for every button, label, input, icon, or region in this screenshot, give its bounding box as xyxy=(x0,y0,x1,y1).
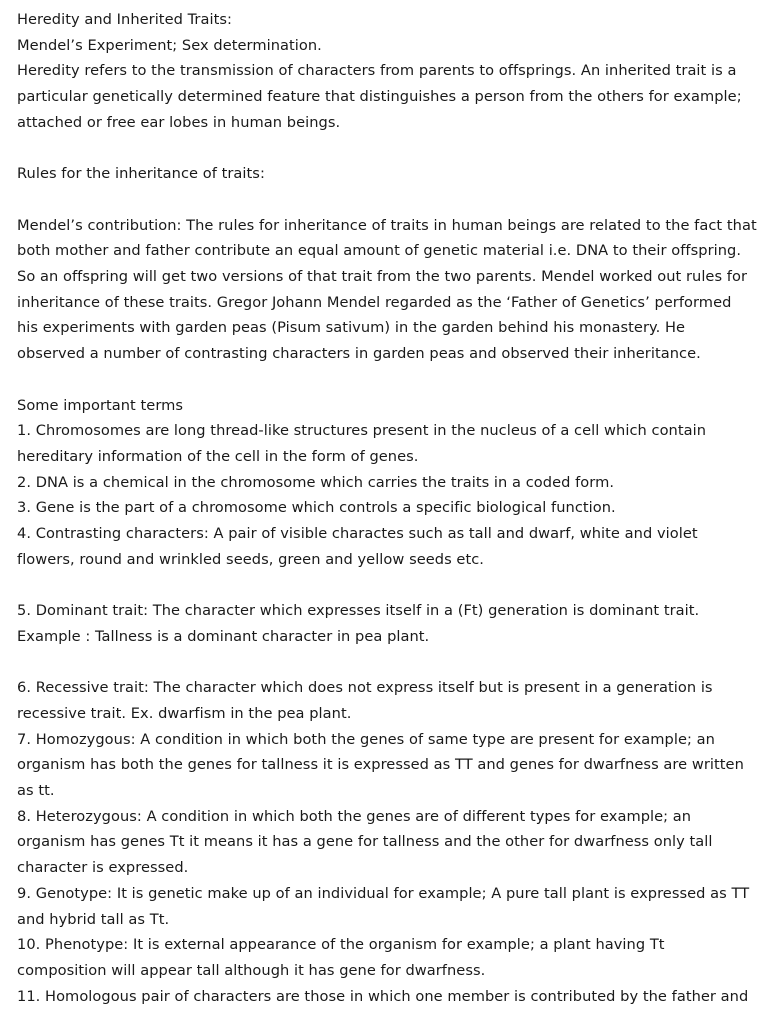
blank-line xyxy=(17,650,757,676)
document-body xyxy=(17,7,757,1009)
term-item: 4. Contrasting characters: A pair of visible charactes such as tall and dwarf, white and violet flowers, round and wrinkled seeds, green and yellow seeds etc. xyxy=(17,525,698,568)
terms-heading: Some important terms xyxy=(17,396,184,414)
term-item: 1. Chromosomes are long thread-like structures present in the nucleus of a cell which contain hereditary information of the cell in the form of genes. xyxy=(17,422,707,465)
document-title: Heredity and Inherited Traits: xyxy=(17,11,232,28)
document-subtitle: Mendel’s Experiment; Sex determination. xyxy=(17,36,322,54)
term-item: 10. Phenotype: It is external appearance of the organism for example; a plant having Tt composition will appear tall although it has gene for dwarfness. xyxy=(17,936,665,979)
rules-heading: Rules for the inheritance of traits: xyxy=(17,165,265,183)
term-example: Example : Tallness is a dominant character in pea plant. xyxy=(17,627,430,645)
term-item: 6. Recessive trait: The character which does not express itself but is present in a generation is recessive trait. Ex. dwarfism in the pea plant. xyxy=(17,679,713,722)
term-item: 9. Genotype: It is genetic make up of an individual for example; A pure tall plant is expressed as TT and hybrid tall as Tt. xyxy=(17,884,750,928)
term-item: 8. Heterozygous: A condition in which both the genes are of different types for example; an organism has genes Tt it means it has a gene for tallness and the other for dwarfness only tall character is expressed. xyxy=(17,807,713,877)
term-item: 7. Homozygous: A condition in which both the genes of same type are present for example; an organism has both the genes for tallness it is expressed as TT and genes for dwarfness are written as tt. xyxy=(17,730,744,800)
blank-line xyxy=(17,136,757,162)
blank-line xyxy=(17,187,757,213)
blank-line xyxy=(17,572,757,598)
term-item: 3. Gene is the part of a chromosome which controls a specific biological function. xyxy=(17,499,616,517)
term-item: 5. Dominant trait: The character which expresses itself in a (Ft) generation is dominant trait. xyxy=(17,602,700,620)
blank-line xyxy=(17,367,757,393)
term-item: 2. DNA is a chemical in the chromosome which carries the traits in a coded form. xyxy=(17,473,615,491)
term-item: 11. Homologous pair of characters are those in which one member is contributed by the father and xyxy=(17,987,749,1005)
mendel-contribution-paragraph: Mendel’s contribution: The rules for inheritance of traits in human beings are related to the fact that both mother and father contribute an equal amount of genetic material i.e. DNA to their offspring. So an offspring will get two versions of that trait from the two parents. Mendel worked out rules for inheritance of these traits. Gregor Johann Mendel regarded as the ‘Father of Genetics’ performed his experiments with garden peas (Pisum sativum) in the garden behind his monastery. He observed a number of contrasting characters in garden peas and observed their inheritance. xyxy=(17,216,757,363)
intro-paragraph: Heredity refers to the transmission of characters from parents to offsprings. An inherited trait is a particular genetically determined feature that distinguishes a person from the others for example; attached or free ear lobes in human beings. xyxy=(17,62,742,131)
